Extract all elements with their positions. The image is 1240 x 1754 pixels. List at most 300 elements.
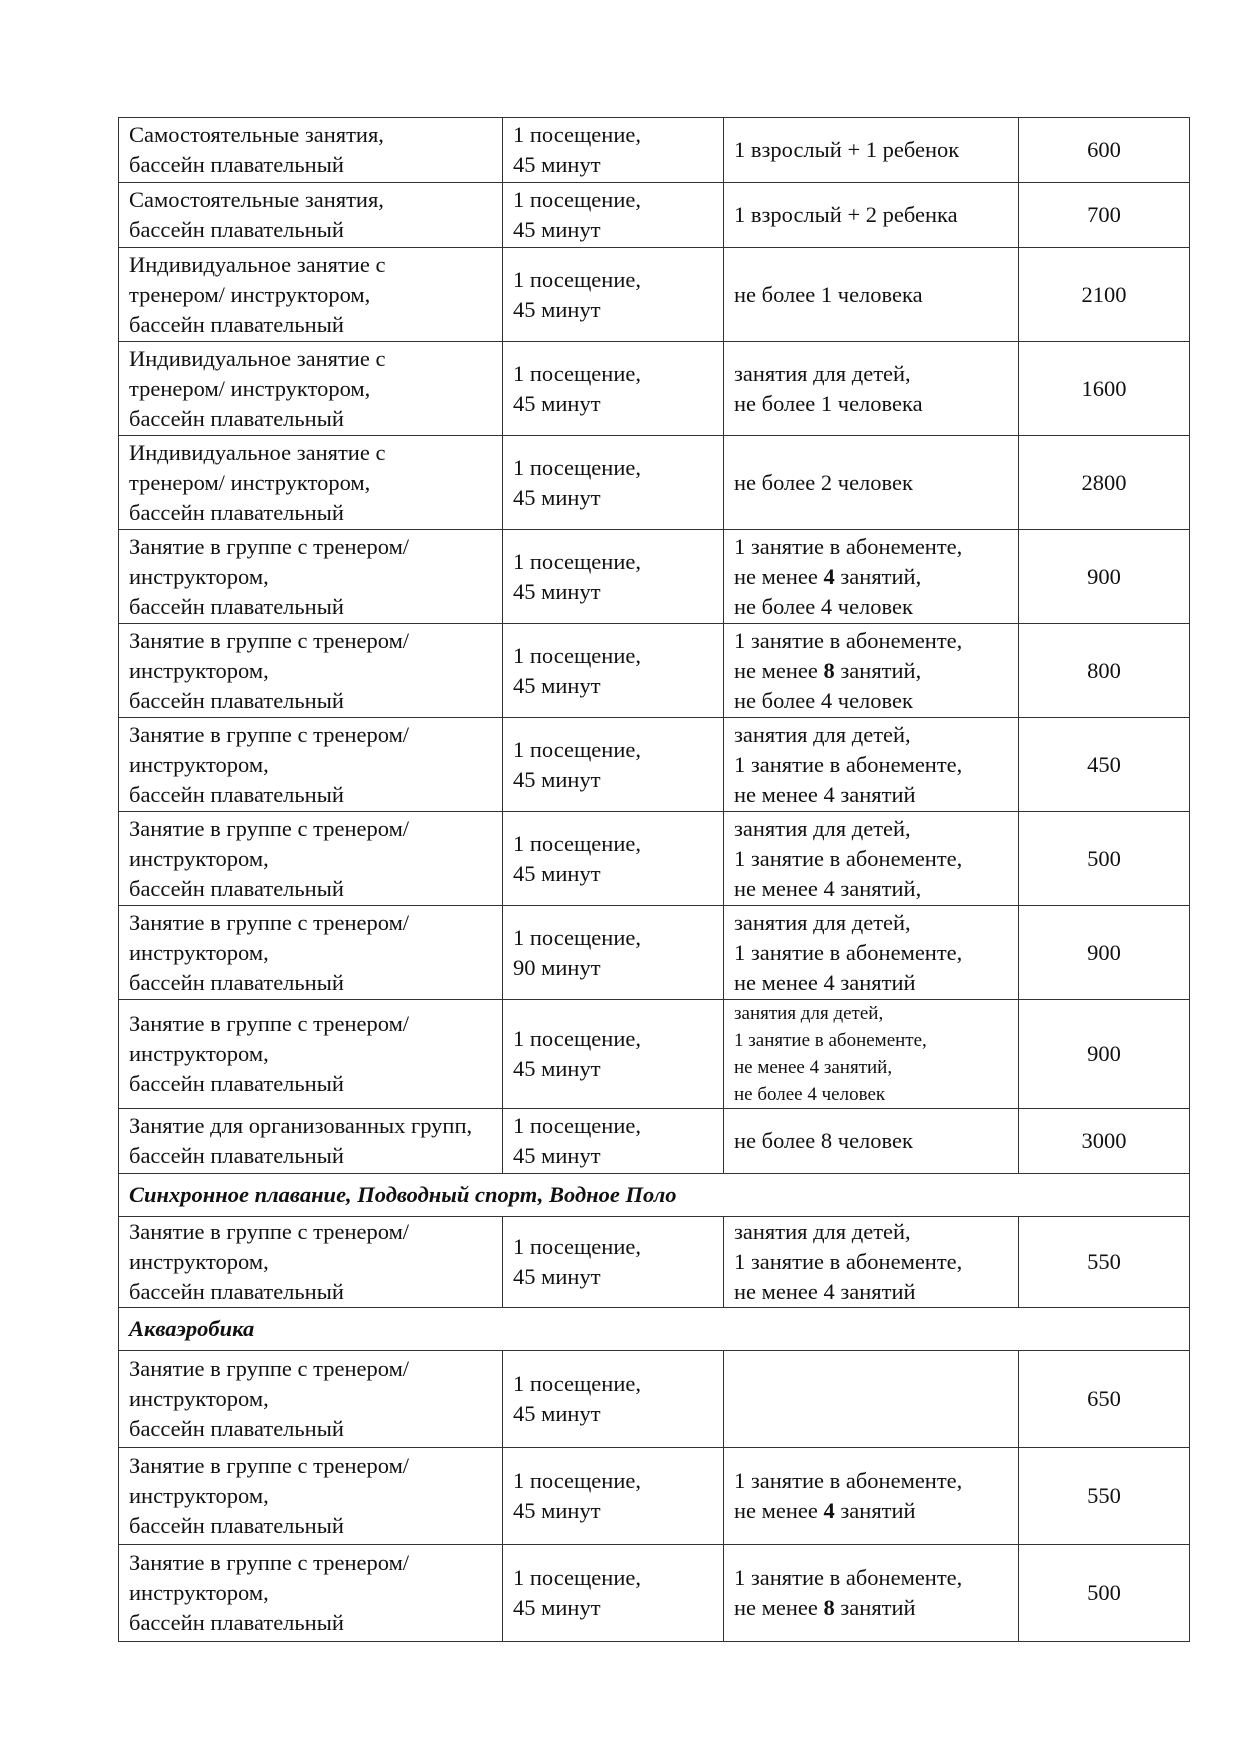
conditions-cell (724, 1000, 1019, 1109)
table-row (119, 906, 1190, 1000)
cell-line (513, 389, 713, 419)
text-fragment: тренером/ инструктором, (129, 281, 371, 307)
text-fragment: Занятие в группе с тренером/ (129, 909, 410, 935)
text-fragment: инструктором, (129, 939, 269, 965)
cell-line (513, 859, 713, 889)
text-fragment: 1 посещение, (513, 642, 641, 668)
service-cell (119, 436, 503, 530)
price-table (118, 117, 1190, 1642)
cell-line (129, 215, 492, 245)
cell-line (734, 1054, 1008, 1081)
bold-count: 4 (823, 563, 835, 589)
cell-line (129, 874, 492, 904)
text-fragment: бассейн плавательный (129, 1279, 344, 1304)
text-fragment: не менее (734, 563, 824, 589)
cell-line (129, 1039, 492, 1069)
cell-line (513, 671, 713, 701)
price-cell: 800 (1019, 624, 1190, 718)
text-fragment: 1 занятие в абонементе, (734, 751, 963, 777)
duration-cell (503, 118, 724, 183)
table-row (119, 1217, 1190, 1308)
text-fragment: Занятие в группе с тренером/ (129, 1219, 410, 1244)
text-fragment: инструктором, (129, 563, 269, 589)
table-row (119, 118, 1190, 183)
cell-line (734, 1563, 1008, 1593)
cell-line (129, 720, 492, 750)
cell-line (129, 1111, 492, 1141)
conditions-cell (724, 1217, 1019, 1308)
cell-line (129, 344, 492, 374)
price-cell: 550 (1019, 1448, 1190, 1545)
text-fragment: 45 минут (513, 1595, 601, 1620)
text-fragment: 45 минут (513, 152, 601, 177)
cell-line (734, 750, 1008, 780)
text-fragment: 45 минут (513, 1401, 601, 1426)
cell-line (734, 968, 1008, 998)
text-fragment: Занятие в группе с тренером/ (129, 533, 410, 559)
text-fragment: не более 1 человека (734, 390, 923, 416)
cell-line (734, 280, 1008, 310)
price-cell: 2100 (1019, 248, 1190, 342)
cell-line (129, 1217, 492, 1247)
table-row (119, 183, 1190, 248)
text-fragment: 1 посещение, (513, 830, 641, 856)
cell-line (513, 923, 713, 953)
text-fragment: бассейн плавательный (129, 152, 344, 177)
text-fragment: занятия для детей, (734, 721, 911, 747)
text-fragment: Занятие в группе с тренером/ (129, 1550, 410, 1575)
service-cell (119, 1545, 503, 1642)
cell-line (513, 1141, 713, 1171)
text-fragment: бассейн плавательный (129, 1143, 344, 1168)
text-fragment: не более 4 человек (734, 593, 913, 619)
text-fragment: 1 посещение, (513, 187, 641, 212)
text-fragment: бассейн плавательный (129, 1513, 344, 1538)
cell-line (513, 1024, 713, 1054)
price-cell: 450 (1019, 718, 1190, 812)
cell-line (513, 120, 713, 150)
text-fragment: бассейн плавательный (129, 405, 344, 431)
service-cell (119, 248, 503, 342)
cell-line (734, 1126, 1008, 1156)
cell-line (734, 135, 1008, 165)
duration-cell (503, 183, 724, 248)
text-fragment: 45 минут (513, 296, 601, 322)
duration-cell (503, 906, 724, 1000)
cell-line (734, 720, 1008, 750)
text-fragment: 1 занятие в абонементе, (734, 627, 963, 653)
bold-count: 4 (823, 1498, 835, 1523)
conditions-cell (724, 342, 1019, 436)
conditions-cell (724, 436, 1019, 530)
text-fragment: не более 4 человек (734, 687, 913, 713)
text-fragment: 45 минут (513, 578, 601, 604)
text-fragment: Занятие в группе с тренером/ (129, 815, 410, 841)
text-fragment: 1 посещение, (513, 1113, 641, 1138)
cell-line (129, 374, 492, 404)
text-fragment: не более 1 человека (734, 281, 923, 307)
text-fragment: 45 минут (513, 1056, 601, 1081)
conditions-cell (724, 530, 1019, 624)
cell-line (734, 1466, 1008, 1496)
section-title: Акваэробика (119, 1308, 1190, 1351)
table-row (119, 342, 1190, 436)
cell-line (513, 735, 713, 765)
cell-line (513, 1496, 713, 1526)
text-fragment: Индивидуальное занятие с (129, 251, 386, 277)
text-fragment: 1 посещение, (513, 1026, 641, 1051)
cell-line (129, 780, 492, 810)
text-fragment: 1 посещение, (513, 1468, 641, 1493)
cell-line (513, 453, 713, 483)
duration-cell (503, 624, 724, 718)
text-fragment: бассейн плавательный (129, 687, 344, 713)
price-cell: 1600 (1019, 342, 1190, 436)
duration-cell (503, 1545, 724, 1642)
cell-line (129, 908, 492, 938)
duration-cell (503, 812, 724, 906)
cell-line (129, 1608, 492, 1638)
text-fragment: не более 2 человек (734, 469, 913, 495)
service-cell (119, 906, 503, 1000)
text-fragment: Занятие в группе с тренером/ (129, 721, 410, 747)
service-cell (119, 624, 503, 718)
text-fragment: Занятие в группе с тренером/ (129, 1453, 410, 1478)
cell-line (734, 592, 1008, 622)
text-fragment: 45 минут (513, 1143, 601, 1168)
price-cell: 500 (1019, 1545, 1190, 1642)
cell-line (734, 908, 1008, 938)
cell-line (513, 1054, 713, 1084)
bold-count: 8 (823, 1595, 835, 1620)
text-fragment: бассейн плавательный (129, 875, 344, 901)
text-fragment: Индивидуальное занятие с (129, 345, 386, 371)
cell-line (734, 200, 1008, 230)
text-fragment: 1 посещение, (513, 548, 641, 574)
text-fragment: бассейн плавательный (129, 1610, 344, 1635)
text-fragment: занятия для детей, (734, 360, 911, 386)
cell-line (734, 780, 1008, 810)
cell-line (129, 1247, 492, 1277)
cell-line (513, 547, 713, 577)
cell-line (734, 938, 1008, 968)
text-fragment: 1 посещение, (513, 122, 641, 147)
conditions-cell (724, 118, 1019, 183)
price-cell: 550 (1019, 1217, 1190, 1308)
table-row (119, 530, 1190, 624)
cell-line (513, 1593, 713, 1623)
cell-line (513, 215, 713, 245)
cell-line (734, 1217, 1008, 1247)
cell-line (734, 468, 1008, 498)
cell-line (129, 1069, 492, 1099)
cell-line (734, 1081, 1008, 1108)
text-fragment: 1 занятие в абонементе, (734, 845, 963, 871)
cell-line (129, 656, 492, 686)
text-fragment: бассейн плавательный (129, 499, 344, 525)
text-fragment: 1 взрослый + 2 ребенка (734, 202, 958, 227)
text-fragment: 1 посещение, (513, 266, 641, 292)
cell-line (129, 1414, 492, 1444)
cell-line (513, 185, 713, 215)
text-fragment: 1 занятие в абонементе, (734, 1030, 927, 1051)
text-fragment: 45 минут (513, 1498, 601, 1523)
conditions-cell (724, 183, 1019, 248)
cell-line (129, 1384, 492, 1414)
cell-line (129, 592, 492, 622)
cell-line (129, 185, 492, 215)
cell-line (129, 1354, 492, 1384)
cell-line (129, 686, 492, 716)
text-fragment: занятия для детей, (734, 1219, 911, 1244)
service-cell (119, 1109, 503, 1174)
cell-line (129, 968, 492, 998)
text-fragment: 1 занятие в абонементе, (734, 939, 963, 965)
text-fragment: бассейн плавательный (129, 217, 344, 242)
conditions-cell (724, 1351, 1019, 1448)
table-row (119, 436, 1190, 530)
duration-cell (503, 1448, 724, 1545)
text-fragment: Занятие в группе с тренером/ (129, 627, 410, 653)
cell-line (734, 1027, 1008, 1054)
price-cell: 900 (1019, 906, 1190, 1000)
text-fragment: 1 занятие в абонементе, (734, 1565, 963, 1590)
text-fragment: 90 минут (513, 954, 601, 980)
service-cell (119, 812, 503, 906)
cell-line (513, 641, 713, 671)
cell-line (513, 150, 713, 180)
conditions-cell (724, 248, 1019, 342)
text-fragment: бассейн плавательный (129, 1416, 344, 1441)
conditions-cell (724, 1448, 1019, 1545)
text-fragment: 45 минут (513, 860, 601, 886)
text-fragment: не менее (734, 1595, 824, 1620)
cell-line (129, 532, 492, 562)
cell-line (513, 295, 713, 325)
text-fragment: тренером/ инструктором, (129, 469, 371, 495)
cell-line (129, 120, 492, 150)
cell-line (513, 483, 713, 513)
cell-line (513, 829, 713, 859)
cell-line (129, 280, 492, 310)
text-fragment: 1 посещение, (513, 1371, 641, 1396)
text-fragment: 1 взрослый + 1 ребенок (734, 137, 960, 162)
text-fragment: не более 4 человек (734, 1084, 886, 1105)
cell-line (513, 1369, 713, 1399)
text-fragment: не менее (734, 657, 824, 683)
text-fragment: не менее 4 занятий (734, 969, 916, 995)
text-fragment: 1 посещение, (513, 924, 641, 950)
cell-line (734, 1000, 1008, 1027)
cell-line (513, 765, 713, 795)
conditions-cell (724, 812, 1019, 906)
text-fragment: инструктором, (129, 1580, 269, 1605)
price-cell: 900 (1019, 1000, 1190, 1109)
cell-line (734, 656, 1008, 686)
price-cell: 3000 (1019, 1109, 1190, 1174)
cell-line (129, 1009, 492, 1039)
table-row (119, 1351, 1190, 1448)
text-fragment: инструктором, (129, 1041, 269, 1066)
cell-line (734, 532, 1008, 562)
text-fragment: 45 минут (513, 390, 601, 416)
text-fragment: 1 посещение, (513, 1565, 641, 1590)
text-fragment: бассейн плавательный (129, 311, 344, 337)
text-fragment: инструктором, (129, 1483, 269, 1508)
service-cell (119, 118, 503, 183)
cell-line (129, 562, 492, 592)
cell-line (129, 1277, 492, 1307)
duration-cell (503, 1351, 724, 1448)
cell-line (513, 1399, 713, 1429)
service-cell (119, 1351, 503, 1448)
conditions-cell (724, 1109, 1019, 1174)
text-fragment: инструктором, (129, 657, 269, 683)
text-fragment: 45 минут (513, 217, 601, 242)
text-fragment: занятий (834, 1595, 916, 1620)
text-fragment: Занятие для организованных групп, (129, 1113, 473, 1138)
text-fragment: 1 посещение, (513, 454, 641, 480)
cell-line (513, 1262, 713, 1292)
cell-line (129, 750, 492, 780)
cell-line (129, 438, 492, 468)
cell-line (129, 1141, 492, 1171)
text-fragment: Занятие в группе с тренером/ (129, 1011, 410, 1036)
duration-cell (503, 1000, 724, 1109)
cell-line (129, 1481, 492, 1511)
service-cell (119, 183, 503, 248)
text-fragment: 45 минут (513, 672, 601, 698)
service-cell (119, 1448, 503, 1545)
text-fragment: не менее 4 занятий, (734, 875, 922, 901)
conditions-cell (724, 624, 1019, 718)
table-row (119, 718, 1190, 812)
service-cell (119, 1217, 503, 1308)
duration-cell (503, 530, 724, 624)
text-fragment: не менее (734, 1498, 824, 1523)
service-cell (119, 1000, 503, 1109)
cell-line (129, 310, 492, 340)
text-fragment: 1 посещение, (513, 736, 641, 762)
price-table-body (119, 118, 1190, 1642)
cell-line (513, 1466, 713, 1496)
text-fragment: 1 занятие в абонементе, (734, 1468, 963, 1493)
cell-line (734, 814, 1008, 844)
table-row (119, 248, 1190, 342)
table-row (119, 1545, 1190, 1642)
duration-cell (503, 1217, 724, 1308)
price-cell: 600 (1019, 118, 1190, 183)
cell-line (734, 626, 1008, 656)
duration-cell (503, 436, 724, 530)
cell-line (734, 686, 1008, 716)
cell-line (129, 250, 492, 280)
text-fragment: 1 занятие в абонементе, (734, 1249, 963, 1274)
section-header-row (119, 1174, 1190, 1217)
text-fragment: 45 минут (513, 484, 601, 510)
cell-line (734, 844, 1008, 874)
text-fragment: бассейн плавательный (129, 1071, 344, 1096)
text-fragment: инструктором, (129, 751, 269, 777)
table-row (119, 624, 1190, 718)
text-fragment: занятий (834, 1498, 916, 1523)
text-fragment: 45 минут (513, 766, 601, 792)
text-fragment: 1 посещение, (513, 1234, 641, 1259)
text-fragment: не менее 4 занятий (734, 1279, 916, 1304)
cell-line (513, 1232, 713, 1262)
table-row (119, 1109, 1190, 1174)
price-cell: 900 (1019, 530, 1190, 624)
cell-line (129, 938, 492, 968)
cell-line (129, 1451, 492, 1481)
cell-line (734, 389, 1008, 419)
conditions-cell (724, 1545, 1019, 1642)
cell-line (129, 844, 492, 874)
text-fragment: занятия для детей, (734, 909, 911, 935)
cell-line (129, 150, 492, 180)
cell-line (129, 404, 492, 434)
text-fragment: занятия для детей, (734, 1003, 884, 1024)
text-fragment: инструктором, (129, 1386, 269, 1411)
price-cell: 650 (1019, 1351, 1190, 1448)
text-fragment: 1 посещение, (513, 360, 641, 386)
cell-line (734, 1496, 1008, 1526)
cell-line (513, 1111, 713, 1141)
table-row (119, 1448, 1190, 1545)
text-fragment: 1 занятие в абонементе, (734, 533, 963, 559)
cell-line (734, 874, 1008, 904)
cell-line (513, 577, 713, 607)
cell-line (129, 1548, 492, 1578)
conditions-cell (724, 718, 1019, 812)
text-fragment: Самостоятельные занятия, (129, 187, 384, 212)
conditions-cell (724, 906, 1019, 1000)
text-fragment: инструктором, (129, 845, 269, 871)
cell-line (513, 1563, 713, 1593)
duration-cell (503, 342, 724, 436)
text-fragment: занятия для детей, (734, 815, 911, 841)
text-fragment: Занятие в группе с тренером/ (129, 1356, 410, 1381)
cell-line (129, 1578, 492, 1608)
cell-line (734, 1247, 1008, 1277)
text-fragment: не менее 4 занятий, (734, 1057, 893, 1078)
cell-line (513, 359, 713, 389)
text-fragment: бассейн плавательный (129, 593, 344, 619)
cell-line (734, 1593, 1008, 1623)
text-fragment: бассейн плавательный (129, 781, 344, 807)
text-fragment: занятий, (834, 657, 922, 683)
section-header-row (119, 1308, 1190, 1351)
duration-cell (503, 248, 724, 342)
cell-line (734, 562, 1008, 592)
cell-line (129, 626, 492, 656)
cell-line (129, 814, 492, 844)
service-cell (119, 718, 503, 812)
table-row (119, 812, 1190, 906)
cell-line (734, 1277, 1008, 1307)
text-fragment: не более 8 человек (734, 1128, 913, 1153)
section-title: Синхронное плавание, Подводный спорт, Водное Поло (119, 1174, 1190, 1217)
price-cell: 700 (1019, 183, 1190, 248)
cell-line (734, 359, 1008, 389)
text-fragment: занятий, (834, 563, 922, 589)
text-fragment: инструктором, (129, 1249, 269, 1274)
text-fragment: Индивидуальное занятие с (129, 439, 386, 465)
cell-line (513, 265, 713, 295)
cell-line (129, 468, 492, 498)
text-fragment: бассейн плавательный (129, 969, 344, 995)
duration-cell (503, 718, 724, 812)
